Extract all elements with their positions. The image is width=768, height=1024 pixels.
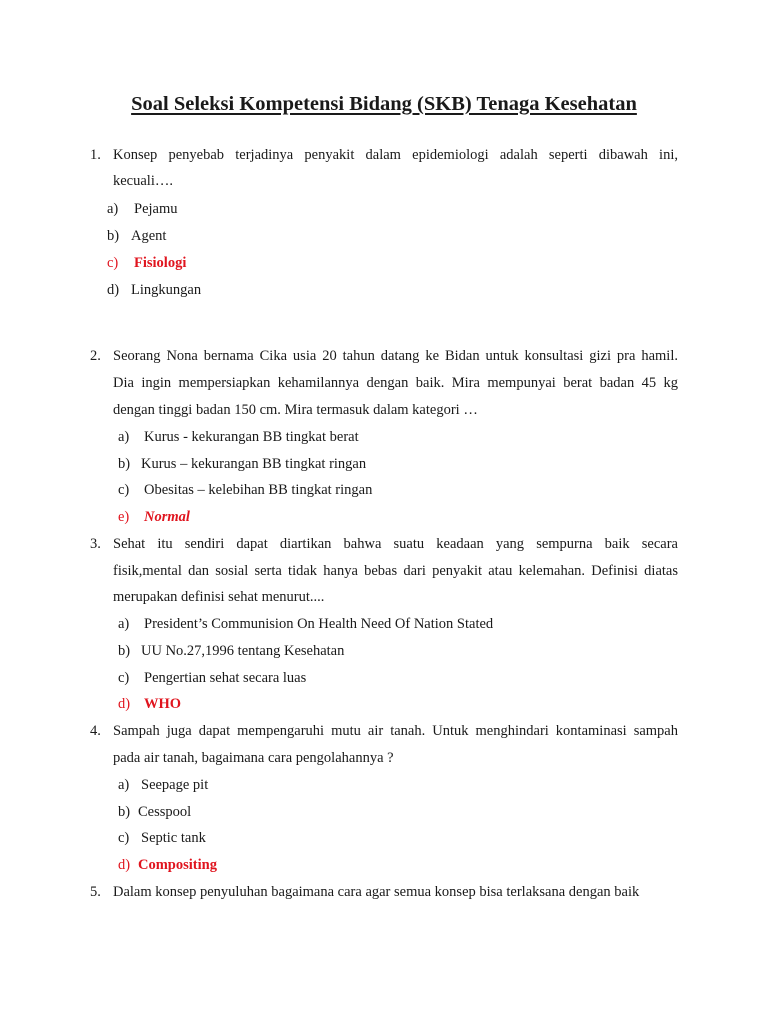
question-3-line-2: fisik,mental dan sosial serta tidak hanya bebas dari penyakit atau kelemahan. Definisi diatas: [113, 563, 678, 579]
option-label: a): [107, 201, 119, 217]
question-1-line-2: kecuali….: [113, 173, 173, 189]
question-4-line-2: pada air tanah, bagaimana cara pengolahannya ?: [113, 750, 394, 766]
option-text: President’s Communision On Health Need Of Nation Stated: [144, 616, 494, 632]
option-label: a): [118, 429, 130, 445]
option-label: a): [118, 616, 130, 632]
option-text: Pejamu: [134, 201, 178, 217]
option-text: Cesspool: [138, 804, 192, 820]
option-label: d): [107, 282, 120, 298]
answer-option-text: Fisiologi: [134, 255, 187, 271]
question-2-line-1: Seorang Nona bernama Cika usia 20 tahun datang ke Bidan untuk konsultasi gizi pra hamil.: [113, 348, 678, 364]
answer-option-label: d): [118, 857, 131, 873]
question-1-line-1: Konsep penyebab terjadinya penyakit dalam epidemiologi adalah seperti dibawah ini,: [113, 147, 678, 163]
question-4-number: 4.: [90, 723, 101, 739]
question-2-line-3: dengan tinggi badan 150 cm. Mira termasuk dalam kategori …: [113, 402, 478, 418]
answer-option-label: c): [107, 255, 119, 271]
answer-option-text: Compositing: [138, 857, 217, 873]
page-title: Soal Seleksi Kompetensi Bidang (SKB) Tenaga Kesehatan: [131, 93, 637, 115]
question-3-number: 3.: [90, 536, 101, 552]
question-4-line-1: Sampah juga dapat mempengaruhi mutu air tanah. Untuk menghindari kontaminasi sampah: [113, 723, 678, 739]
answer-option-label: d): [118, 696, 131, 712]
question-1-number: 1.: [90, 147, 101, 163]
question-5-number: 5.: [90, 884, 101, 900]
option-text: Pengertian sehat secara luas: [144, 670, 307, 686]
question-3-line-3: merupakan definisi sehat menurut....: [113, 589, 325, 605]
question-2-number: 2.: [90, 348, 101, 364]
option-label: c): [118, 670, 130, 686]
option-label: c): [118, 482, 130, 498]
option-text: Septic tank: [141, 830, 206, 846]
option-label: b): [118, 456, 131, 472]
option-text: Agent: [131, 228, 167, 244]
option-text: Seepage pit: [141, 777, 209, 793]
answer-option-text: WHO: [144, 696, 182, 712]
option-text: UU No.27,1996 tentang Kesehatan: [141, 643, 345, 659]
question-5-line-1: Dalam konsep penyuluhan bagaimana cara agar semua konsep bisa terlaksana dengan baik: [113, 884, 640, 900]
answer-option-text: Normal: [144, 509, 190, 525]
option-text: Kurus – kekurangan BB tingkat ringan: [141, 456, 367, 472]
answer-option-label: e): [118, 509, 130, 525]
option-label: b): [118, 804, 131, 820]
option-text: Kurus - kekurangan BB tingkat berat: [144, 429, 359, 445]
option-text: Obesitas – kelebihan BB tingkat ringan: [144, 482, 373, 498]
option-label: c): [118, 830, 130, 846]
question-2-line-2: Dia ingin mempersiapkan kehamilannya dengan baik. Mira mempunyai berat badan 45 kg: [113, 375, 678, 391]
option-label: b): [118, 643, 131, 659]
option-text: Lingkungan: [131, 282, 202, 298]
question-3-line-1: Sehat itu sendiri dapat diartikan bahwa suatu keadaan yang sempurna baik secara: [113, 536, 678, 552]
option-label: a): [118, 777, 130, 793]
option-label: b): [107, 228, 120, 244]
